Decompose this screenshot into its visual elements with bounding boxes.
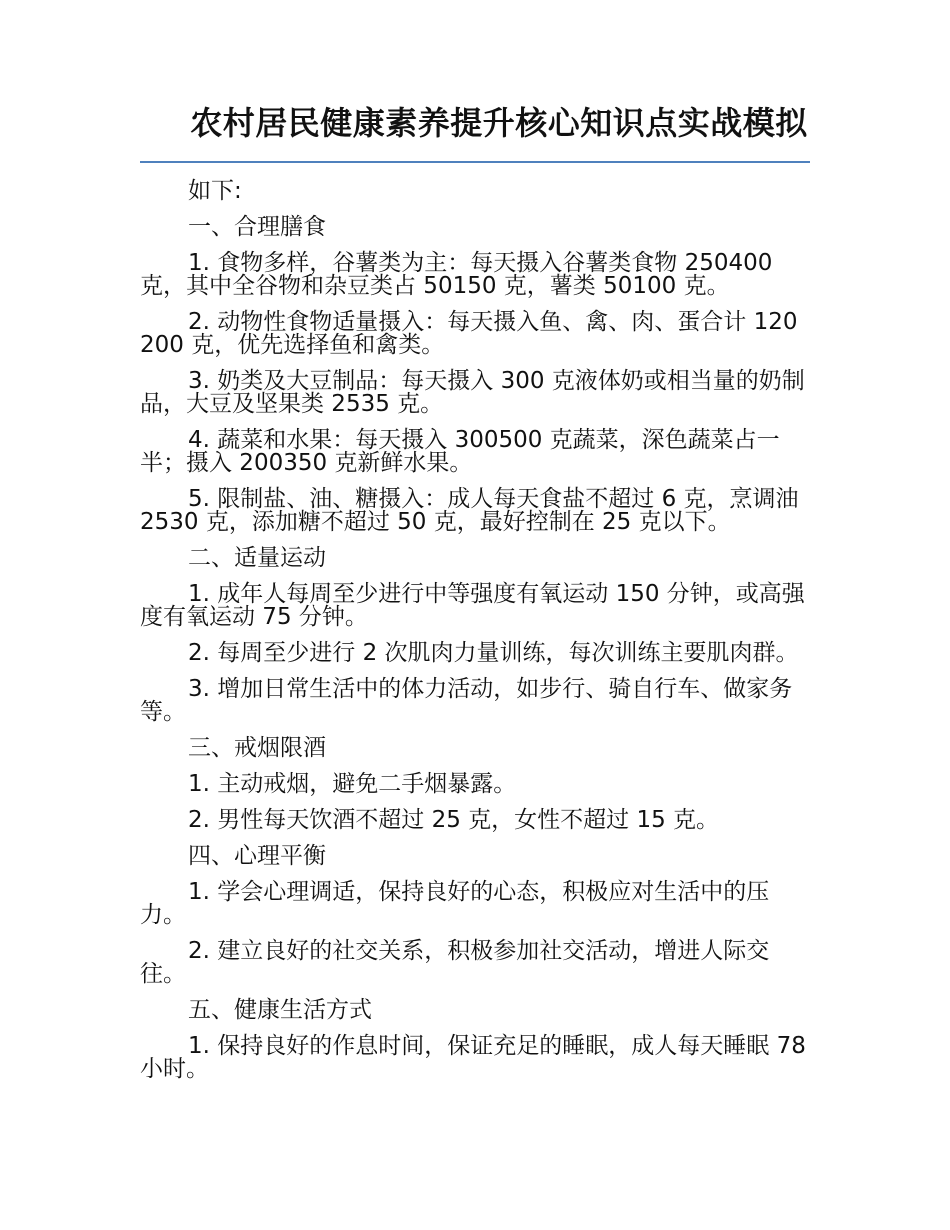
paragraph-exercise-1: 1. 成年人每周至少进行中等强度有氧运动 150 分钟，或高强度有氧运动 75 分钟。 bbox=[140, 581, 805, 630]
section-heading-smoking: 三、戒烟限酒 bbox=[188, 735, 326, 761]
paragraph-exercise-3: 3. 增加日常生活中的体力活动，如步行、骑自行车、做家务等。 bbox=[140, 676, 793, 725]
paragraph-diet-2: 2. 动物性食物适量摄入：每天摄入鱼、禽、肉、蛋合计 120200 克，优先选择鱼和禽类。 bbox=[140, 309, 798, 358]
document-body bbox=[140, 180, 810, 1094]
section-heading-lifestyle: 五、健康生活方式 bbox=[188, 997, 372, 1023]
paragraph-smoking-2: 2. 男性每天饮酒不超过 25 克，女性不超过 15 克。 bbox=[188, 807, 720, 833]
paragraph-diet-5: 5. 限制盐、油、糖摄入：成人每天食盐不超过 6 克，烹调油 2530 克，添加糖不超过 50 克，最好控制在 25 克以下。 bbox=[140, 486, 799, 535]
section-heading-mental: 四、心理平衡 bbox=[188, 843, 326, 869]
paragraph-mental-2: 2. 建立良好的社交关系，积极参加社交活动，增进人际交往。 bbox=[140, 938, 770, 987]
document-title: 农村居民健康素养提升核心知识点实战模拟 bbox=[190, 104, 808, 142]
paragraph-diet-1: 1. 食物多样，谷薯类为主：每天摄入谷薯类食物 250400 克，其中全谷物和杂豆类占 50150 克，薯类 50100 克。 bbox=[140, 250, 773, 299]
paragraph-lifestyle-1: 1. 保持良好的作息时间，保证充足的睡眠，成人每天睡眠 78 小时。 bbox=[140, 1033, 806, 1082]
paragraph-diet-3: 3. 奶类及大豆制品：每天摄入 300 克液体奶或相当量的奶制品，大豆及坚果类 2535 克。 bbox=[140, 368, 805, 417]
title-underline bbox=[140, 161, 810, 163]
paragraph-diet-4: 4. 蔬菜和水果：每天摄入 300500 克蔬菜，深色蔬菜占一半；摄入 200350 克新鲜水果。 bbox=[140, 427, 780, 476]
paragraph-exercise-2: 2. 每周至少进行 2 次肌肉力量训练，每次训练主要肌肉群。 bbox=[188, 640, 799, 666]
paragraph-mental-1: 1. 学会心理调适，保持良好的心态，积极应对生活中的压力。 bbox=[140, 879, 770, 928]
paragraph-smoking-1: 1. 主动戒烟，避免二手烟暴露。 bbox=[188, 771, 517, 797]
section-heading-diet: 一、合理膳食 bbox=[188, 214, 326, 240]
section-heading-exercise: 二、适量运动 bbox=[188, 545, 326, 571]
paragraph-intro: 如下: bbox=[188, 178, 242, 204]
